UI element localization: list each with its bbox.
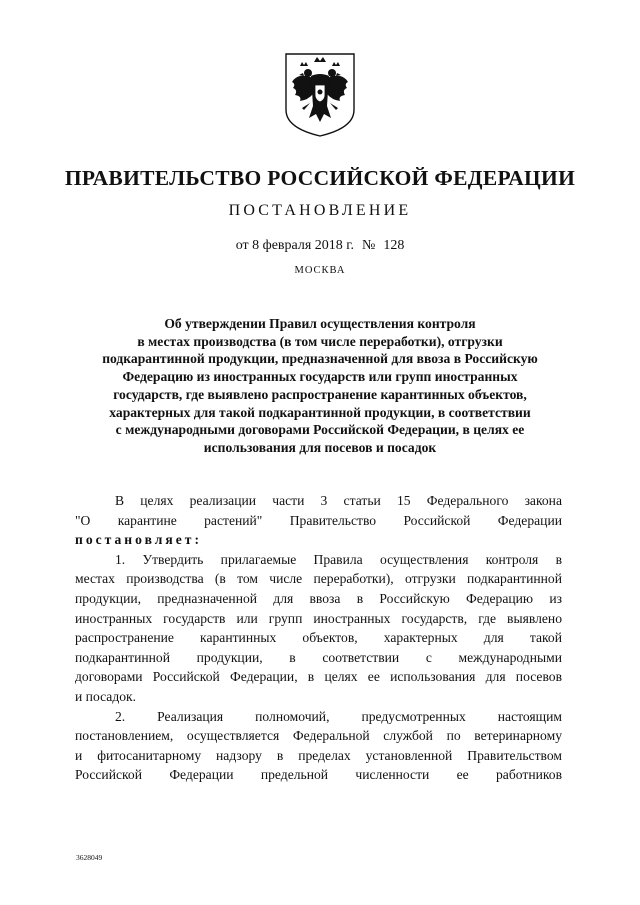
number-sign: №	[361, 238, 376, 253]
body-line: договорами Российской Федерации, в целях ее использования для посевов	[75, 669, 562, 685]
body-line: "О карантине растений" Правительство Российской Федерации	[75, 512, 562, 528]
subject-line: характерных для такой подкарантинной продукции, в соответствии	[109, 404, 531, 420]
document-number: 128	[383, 238, 405, 253]
subject-line: Об утверждении Правил осуществления контроля	[164, 316, 476, 331]
body-line: и посадок.	[75, 688, 137, 704]
body-line: 2. Реализация полномочий, предусмотренных настоящим	[115, 708, 562, 724]
body-line: постановлением, осуществляется Федеральной службой по ветеринарному	[75, 728, 562, 744]
subject-line: государств, где выявлено распространение карантинных объектов,	[113, 386, 527, 402]
document-date: от 8 февраля 2018 г.	[235, 238, 354, 253]
subject-line: с международными договорами Российской Федерации, в целях ее	[115, 422, 525, 438]
body-line: Российской Федерации предельной численности ее работников	[75, 767, 562, 783]
body-line: местах производства (в том числе переработки), отгрузки подкарантинной	[75, 571, 562, 587]
body-line: подкарантинной продукции, в соответствии с международными	[75, 649, 562, 665]
government-title: ПРАВИТЕЛЬСТВО РОССИЙСКОЙ ФЕДЕРАЦИИ	[64, 166, 576, 190]
document-body	[75, 491, 562, 785]
body-line: В целях реализации части 3 статьи 15 Федерального закона	[115, 493, 562, 508]
resolution-word: постановляет:	[75, 532, 202, 548]
document-type: ПОСТАНОВЛЕНИЕ	[228, 202, 412, 219]
document-date-number	[0, 238, 640, 254]
document-subject	[90, 315, 550, 457]
body-line: распространение карантинных объектов, характерных для такой	[75, 630, 562, 646]
subject-line: Федерацию из иностранных государств или групп иностранных	[122, 369, 518, 385]
body-line: продукции, предназначенной для ввоза в Российскую Федерацию из	[75, 590, 562, 606]
subject-line: подкарантинной продукции, предназначенной для ввоза в Российскую	[102, 351, 538, 367]
coat-of-arms-icon	[280, 48, 360, 140]
body-line: и фитосанитарному надзору в пределах установленной Правительством	[75, 747, 562, 763]
subject-line: использования для посевов и посадок	[203, 439, 437, 455]
body-line: 1. Утвердить прилагаемые Правила осуществления контроля в	[115, 551, 562, 567]
subject-line: в местах производства (в том числе переработки), отгрузки	[137, 333, 503, 349]
body-line: иностранных государств или групп иностранных государств, где выявлено	[75, 610, 562, 626]
document-code: 3628049	[76, 853, 103, 862]
document-city: МОСКВА	[294, 265, 346, 276]
